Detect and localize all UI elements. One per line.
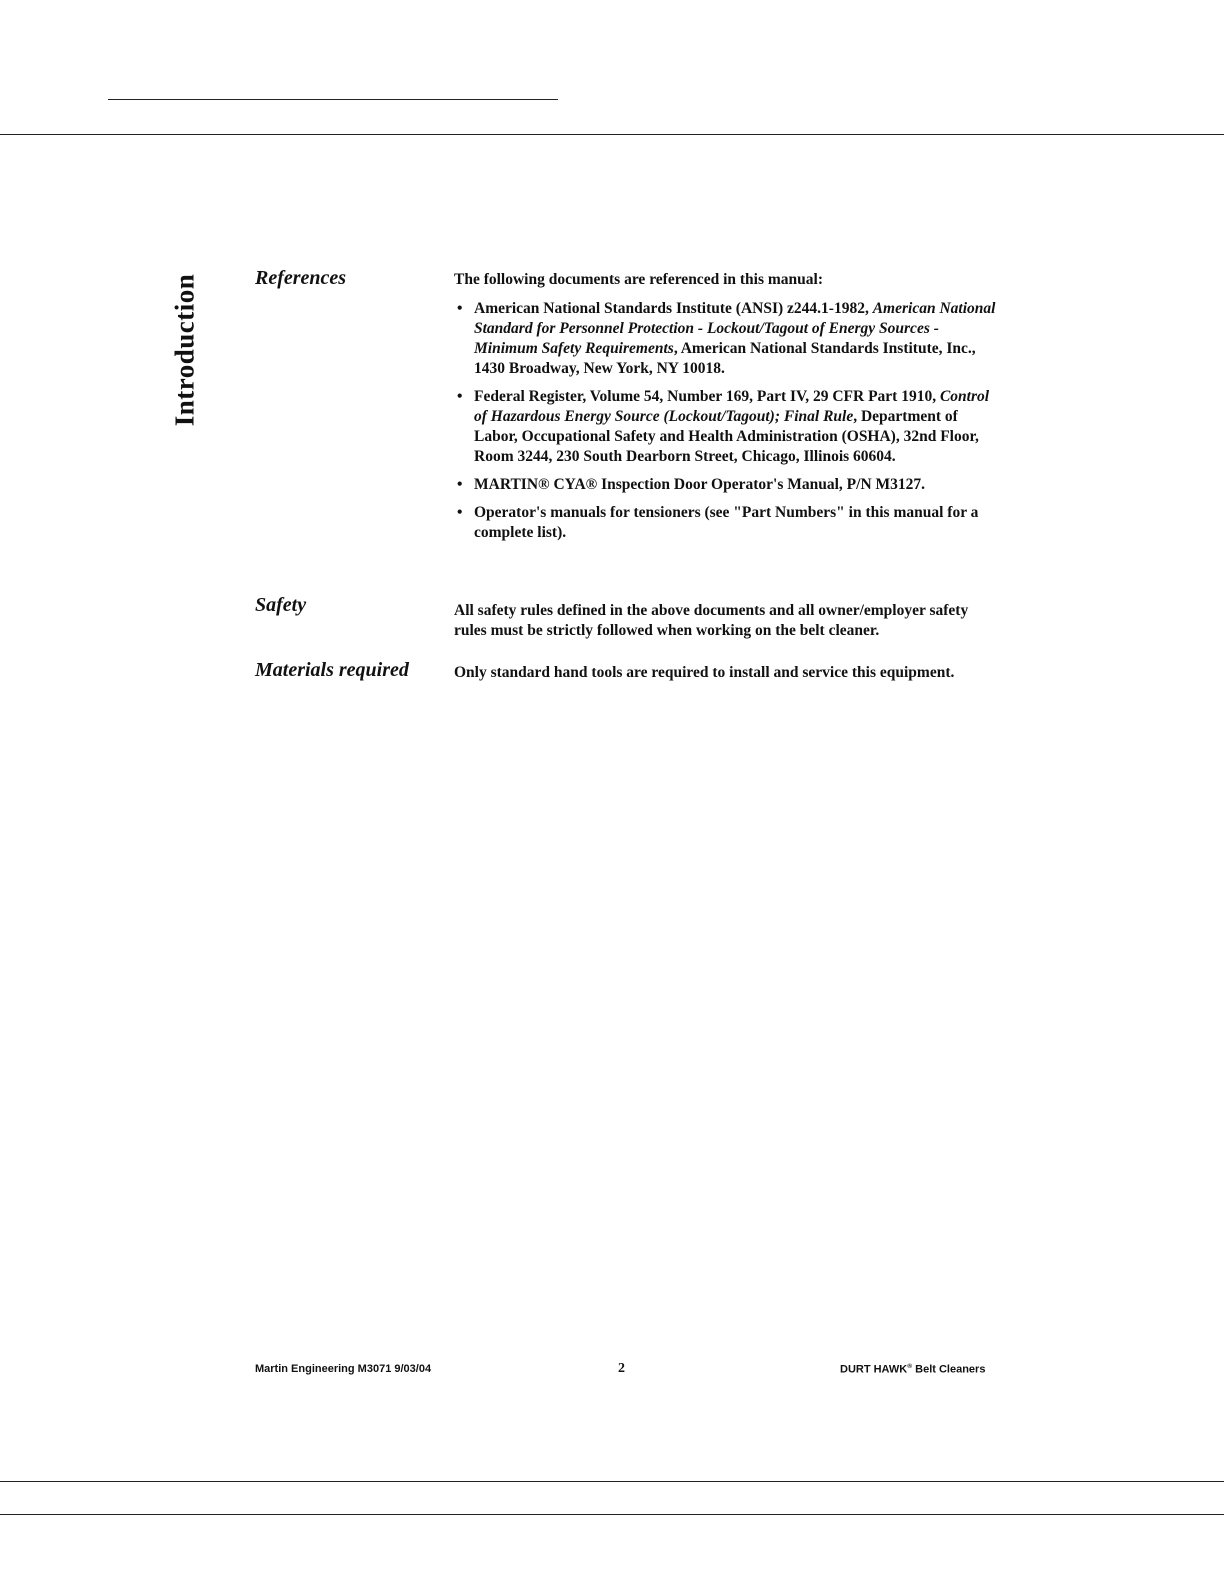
references-intro: The following documents are referenced in this manual:: [454, 271, 823, 288]
references-list: [454, 299, 999, 543]
safety-heading: Safety: [255, 594, 307, 616]
registered-mark: ®: [907, 1363, 913, 1370]
bullet-icon: •: [457, 388, 463, 405]
reference-1-text-c: , American National Standards Institute, Inc., 1430 Broadway, New York, NY 10018.: [474, 340, 976, 377]
list-item: [454, 475, 999, 495]
bullet-icon: •: [457, 504, 463, 521]
reference-1-title: American National Standard for Personnel Protection - Lockout/Tagout of Energy Sources - Minimum Safety Requirements: [474, 300, 996, 357]
section-side-title: Introduction: [169, 273, 200, 427]
bullet-icon: •: [457, 300, 463, 317]
materials-body: Only standard hand tools are required to install and service this equipment.: [454, 664, 955, 681]
footer-rule-lower: [0, 1514, 1224, 1515]
footer-document-id: Martin Engineering M3071 9/03/04: [255, 1363, 432, 1375]
list-item: [454, 299, 999, 379]
reference-4-text: Operator's manuals for tensioners (see "Part Numbers" in this manual for a complete list).: [474, 504, 979, 541]
header-rule: [0, 134, 1224, 135]
reference-2-text-c: , Department of Labor, Occupational Safety and Health Administration (OSHA), 32nd Floor, Room 3244, 230 South Dearborn Street, Chicago, Illinois 60604.: [474, 408, 979, 465]
footer-product-brand: DURT HAWK: [840, 1363, 908, 1376]
footer-rule-upper: [0, 1481, 1224, 1482]
bullet-icon: •: [457, 476, 463, 493]
reference-2-text-a: Federal Register, Volume 54, Number 169, Part IV, 29 CFR Part 1910,: [474, 388, 940, 405]
list-item: [454, 387, 999, 467]
reference-1-text-a: American National Standards Institute (ANSI) z244.1-1982,: [474, 300, 873, 317]
safety-body: All safety rules defined in the above documents and all owner/employer safety rules must be strictly followed when working on the belt cleaner.: [454, 602, 969, 639]
footer-product-type: Belt Cleaners: [912, 1363, 986, 1376]
references-heading: References: [255, 267, 347, 289]
materials-heading: Materials required: [255, 659, 409, 681]
header-short-rule: [108, 99, 558, 100]
reference-3-text: MARTIN® CYA® Inspection Door Operator's Manual, P/N M3127.: [474, 476, 926, 493]
footer-product-name: [840, 1363, 985, 1376]
references-body: [454, 270, 999, 551]
list-item: [454, 503, 999, 543]
reference-2-title: Control of Hazardous Energy Source (Lockout/Tagout); Final Rule: [474, 388, 990, 425]
footer-page-number: 2: [618, 1361, 625, 1376]
